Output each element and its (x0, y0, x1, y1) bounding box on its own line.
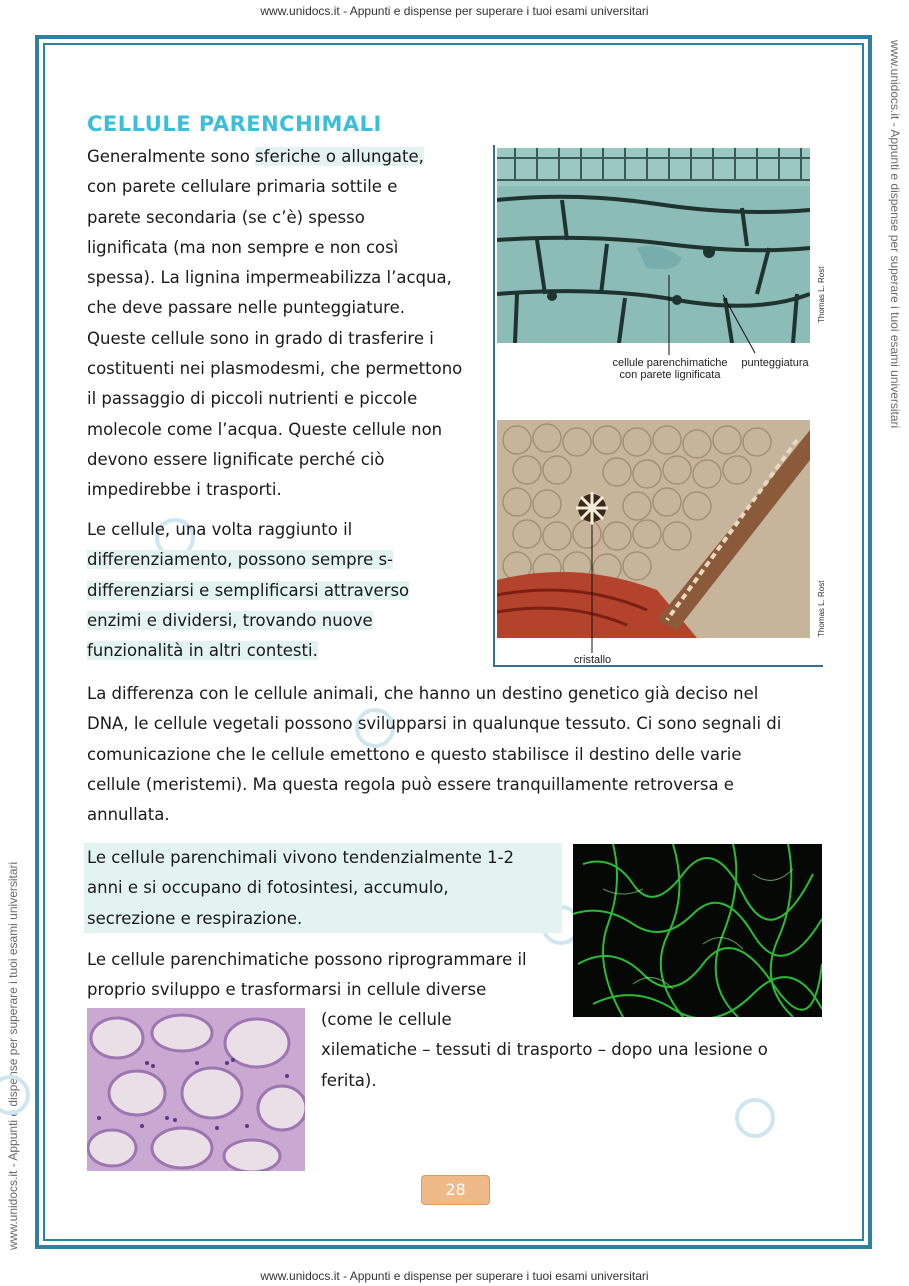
photo-credit: Thomas L. Rost (817, 580, 826, 637)
text-line: molecole come l’acqua. Queste cellule non (87, 419, 443, 439)
paragraph-4 (84, 843, 562, 933)
text-line: cellule (meristemi). Ma questa regola può essere tranquillamente retroversa e (87, 774, 734, 794)
header-watermark: www.unidocs.it - Appunti e dispense per superare i tuoi esami universitari (260, 4, 649, 18)
paragraph-3 (87, 679, 827, 830)
page-number-badge: 28 (421, 1175, 490, 1205)
fluorescence-micrograph (573, 844, 822, 1017)
text-line: lignificata (ma non sempre e non così (87, 237, 399, 257)
text-line: Le cellule parenchimatiche possono riprogrammare il (87, 950, 527, 969)
text-line: enzimi e dividersi, trovando nuove (87, 610, 373, 630)
text-line: Le cellule parenchimali vivono tendenzialmente 1-2 (87, 848, 515, 867)
highlighted-text: sferiche o allungate, (255, 147, 424, 166)
histology-micrograph (87, 1008, 305, 1171)
text-line: devono essere lignificate perché ciò (87, 449, 385, 469)
text-line: funzionalità in altri contesti. (87, 641, 318, 661)
label-crystal: cristallo (573, 654, 612, 666)
label-parenchyma-cells: cellule parenchimatiche con parete lignificata (612, 357, 728, 381)
text-line: differenziamento, possono sempre s- (87, 550, 394, 570)
text-line: (come le cellule (321, 1010, 452, 1029)
left-side-watermark: www.unidocs.it - Appunti e dispense per superare i tuoi esami universitari (6, 861, 20, 1250)
footer-watermark: www.unidocs.it - Appunti e dispense per superare i tuoi esami universitari (260, 1269, 649, 1283)
text-line: DNA, le cellule vegetali possono svilupparsi in qualunque tessuto. Ci sono segnali di (87, 714, 782, 734)
crystal-leader-line (495, 505, 825, 665)
paragraph-2 (87, 515, 487, 666)
label-pitting: punteggiatura (741, 357, 809, 369)
text-line: xilematiche – tessuti di trasporto – dopo una lesione o (321, 1040, 768, 1060)
text-line: impedirebbe i trasporti. (87, 480, 282, 500)
paragraph-1 (87, 142, 487, 506)
text-line: Queste cellule sono in grado di trasferire i (87, 328, 434, 348)
text-line: spessa). La lignina impermeabilizza l’acqua, (87, 268, 452, 288)
text-line: La differenza con le cellule animali, che hanno un destino genetico già deciso nel (87, 684, 759, 703)
text-line: il passaggio di piccoli nutrienti e piccole (87, 389, 418, 409)
paragraph-5 (87, 945, 567, 1006)
text-line: comunicazione che le cellule emettono e questo stabilisce il destino delle varie (87, 744, 742, 764)
text-line: differenziarsi e semplificarsi attraverso (87, 580, 410, 600)
text-line: anni e si occupano di fotosintesi, accumulo, (87, 878, 449, 898)
text-line: Le cellule, una volta raggiunto il (87, 520, 353, 539)
text-line: secrezione e respirazione. (87, 908, 303, 928)
logo-watermark-icon (735, 1098, 775, 1138)
text-line: con parete cellulare primaria sottile e (87, 177, 398, 197)
right-side-watermark: www.unidocs.it - Appunti e dispense per superare i tuoi esami universitari (888, 40, 902, 429)
paragraph-6 (321, 1005, 821, 1096)
figure-parenchyma-lignified (493, 145, 826, 667)
text-line: Generalmente sono sferiche o allungate, (87, 147, 424, 166)
section-title: CELLULE PARENCHIMALI (87, 112, 382, 136)
text-line: costituenti nei plasmodesmi, che permettono (87, 359, 463, 379)
text-line: annullata. (87, 805, 170, 825)
photo-credit: Thomas L. Rost (817, 266, 826, 323)
text-line: proprio sviluppo e trasformarsi in cellule diverse (87, 980, 487, 1000)
figure-leader-lines (495, 145, 825, 385)
logo-watermark-icon (0, 1075, 30, 1115)
text-line: parete secondaria (se c’è) spesso (87, 207, 365, 227)
text-line: che deve passare nelle punteggiature. (87, 298, 405, 318)
text-line: ferita). (321, 1070, 377, 1090)
